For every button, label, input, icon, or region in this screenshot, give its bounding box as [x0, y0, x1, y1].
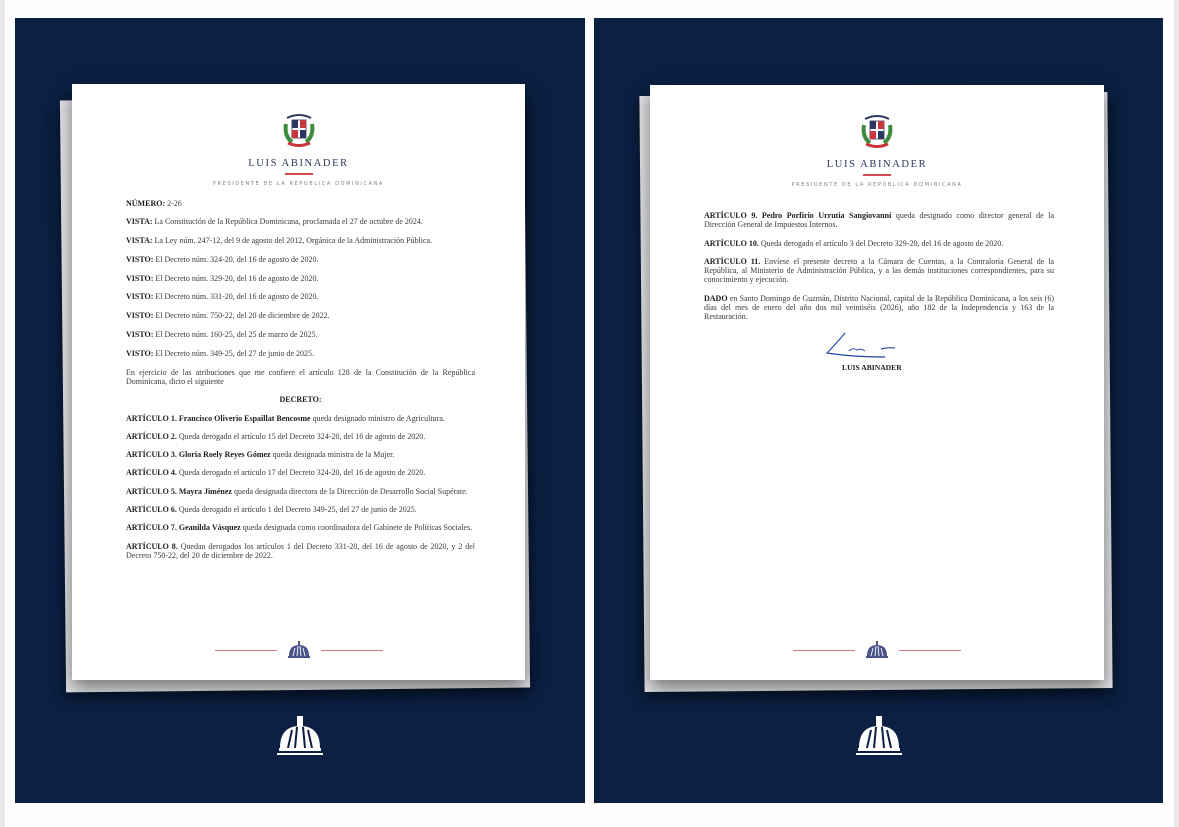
footer-divider-right: [899, 650, 961, 651]
document-panel-page-1: [15, 18, 585, 803]
footer-divider-left: [215, 650, 277, 651]
article: ARTÍCULO 2. Queda derogado el artículo 15 del Decreto 324-20, del 16 de agosto de 2020.: [126, 431, 426, 441]
article: ARTÍCULO 8. Quedan derogados los artículos 1 del Decreto 331-20, del 16 de agosto de 2020, y 2 del Decreto 750-22, del 20 de diciembre de 2022.: [126, 541, 476, 560]
decree-body-page-2: [704, 211, 1054, 372]
dado-clause: DADO en Santo Domingo de Guzmán, Distrito Nacional, capital de la República Dominicana, a los seis (6) días del mes de enero del año dos mil veintiséis (2026), año 182 de la Independencia y 163 de la Restauración.: [704, 293, 1055, 322]
considerando-item: VISTO: El Decreto núm. 329-20, del 16 de agosto de 2020.: [126, 273, 319, 283]
capitol-dome-icon: [277, 714, 323, 756]
article: ARTÍCULO 11. Envíese el presente decreto a la Cámara de Cuentas, a la Contraloría General de la República, al Ministerio de Administración Pública, y a las demás instituciones correspondientes, para su conocimiento y ejecución.: [704, 256, 1054, 285]
considerando-item: VISTA: La Ley núm. 247-12, del 9 de agosto del 2012, Orgánica de la Administración Pública.: [126, 236, 433, 246]
letterhead: [650, 113, 1104, 188]
considerando-item: VISTA: La Constitución de la República Dominicana, proclamada el 27 de octubre de 2024.: [126, 217, 423, 227]
document-page-1: [72, 84, 525, 680]
footer-divider-right: [321, 650, 383, 651]
letterhead-subtitle: PRESIDENTE DE LA REPÚBLICA DOMINICANA: [791, 182, 963, 188]
article: ARTÍCULO 10. Queda derogado el artículo 3 del Decreto 329-20, del 16 de agosto de 2020.: [704, 238, 1004, 248]
page-footer: [72, 642, 525, 658]
letterhead-divider: [863, 174, 891, 176]
decree-number: NÚMERO: 2-26: [126, 199, 182, 208]
considerando-item: VISTO: El Decreto núm. 160-25, del 25 de marzo de 2025.: [126, 330, 318, 340]
article: ARTÍCULO 5. Mayra Jiménez queda designada directora de la Dirección de Desarrollo Social Supérate.: [126, 486, 468, 496]
letterhead-name: LUIS ABINADER: [826, 159, 928, 170]
coat-of-arms-icon: [860, 113, 894, 151]
letterhead-name: LUIS ABINADER: [248, 158, 349, 169]
footer-divider-left: [793, 650, 855, 651]
capitol-dome-icon: [287, 641, 311, 659]
article: ARTÍCULO 7. Geanilda Vásquez queda designada como coordinadora del Gabinete de Políticas Sociales.: [126, 523, 473, 533]
signatory-name: LUIS ABINADER: [842, 362, 902, 372]
preamble: En ejercicio de las atribuciones que me confiere el artículo 128 de la Constitución de la República Dominicana, dicto el siguiente: [126, 367, 475, 386]
document-panel-page-2: [594, 18, 1163, 803]
decree-body-page-1: [126, 199, 475, 569]
capitol-dome-icon: [856, 714, 902, 756]
article: ARTÍCULO 6. Queda derogado el artículo 1 del Decreto 349-25, del 27 de junio de 2025.: [126, 505, 417, 515]
coat-of-arms-icon: [282, 112, 316, 150]
considerando-item: VISTO: El Decreto núm. 331-20, del 16 de agosto de 2020.: [126, 292, 319, 302]
article: ARTÍCULO 9. Pedro Porfirio Urrutia Sangiovanni queda designado como director general de la Dirección General de Impuestos Internos.: [704, 211, 1054, 230]
capitol-dome-icon: [865, 641, 889, 659]
page-footer: [650, 642, 1104, 658]
letterhead-subtitle: PRESIDENTE DE LA REPÚBLICA DOMINICANA: [213, 181, 384, 187]
considerando-item: VISTO: El Decreto núm. 750-22, del 20 de diciembre de 2022.: [126, 311, 330, 321]
considerando-item: VISTO: El Decreto núm. 349-25, del 27 de junio de 2025.: [126, 348, 315, 358]
scrollbar[interactable]: [1174, 0, 1179, 827]
signature-icon: [823, 331, 913, 363]
article: ARTÍCULO 3. Gloria Roely Reyes Gómez queda designada ministra de la Mujer.: [126, 450, 395, 460]
considerando-item: VISTO: El Decreto núm. 324-20, del 16 de agosto de 2020.: [126, 254, 319, 264]
decree-heading: DECRETO:: [279, 395, 322, 405]
left-edge-bar: [0, 0, 5, 827]
letterhead-divider: [285, 173, 313, 175]
letterhead: [72, 112, 525, 187]
article: ARTÍCULO 4. Queda derogado el artículo 17 del Decreto 324-20, del 16 de agosto de 2020.: [126, 468, 426, 478]
document-page-2: [650, 85, 1104, 680]
article: ARTÍCULO 1. Francisco Oliverio Espaillat Bencosme queda designado ministro de Agricultura.: [126, 413, 445, 423]
